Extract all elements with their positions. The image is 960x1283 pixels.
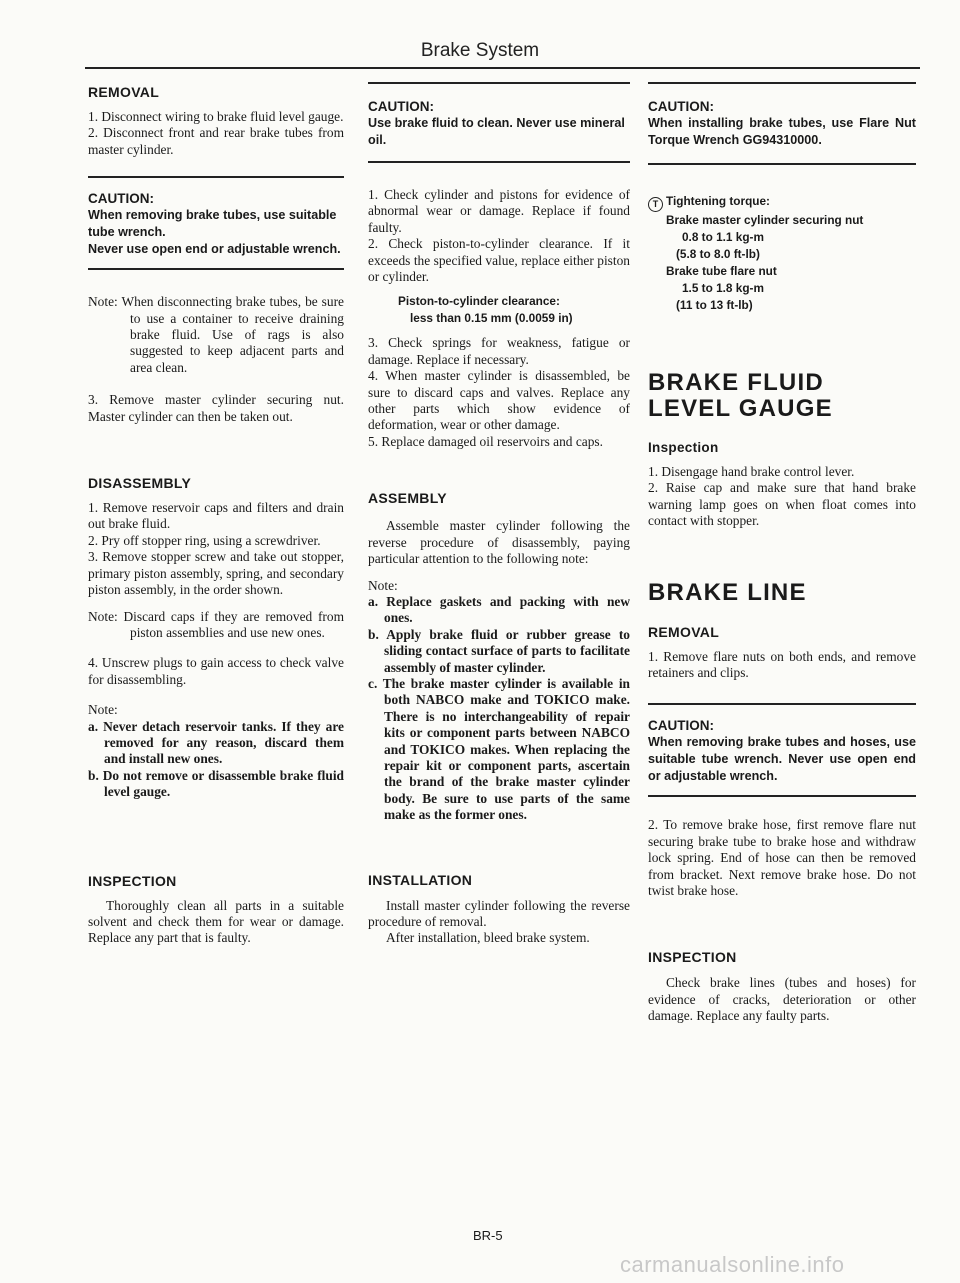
caution-title: CAUTION: (648, 718, 714, 734)
removal-step-2: 2. Disconnect front and rear brake tubes from master cylinder. (88, 125, 344, 157)
check-step-1: 1. Check cylinder and pistons for evidence of abnormal wear or damage. Replace if found faulty. (368, 187, 630, 235)
installation-heading: INSTALLATION (368, 871, 473, 888)
torque-item-name: Brake tube flare nut (666, 264, 777, 278)
line-removal-step-2: 2. To remove brake hose, first remove flare nut securing brake tube to brake hose and withdraw lock spring. End of hose can then be removed from bracket. Next remove brake hose. Do not twist brake hose. (648, 817, 916, 899)
torque-icon: T (648, 197, 663, 212)
disassembly-step-2: 2. Pry off stopper ring, using a screwdriver. (88, 532, 321, 548)
removal-step-3: 3. Remove master cylinder securing nut. Master cylinder can then be taken out. (88, 392, 344, 424)
torque-item-imperial: (5.8 to 8.0 ft-lb) (676, 247, 760, 261)
installation-text-1: Install master cylinder following the reverse procedure of removal. (368, 897, 630, 929)
removal-heading: REMOVAL (88, 84, 160, 100)
installation-text-2: After installation, bleed brake system. (386, 930, 590, 946)
check-step-3: 3. Check springs for weakness, fatigue or damage. Replace if necessary. (368, 335, 630, 367)
caution-line-1: When removing brake tubes, use suitable tube wrench. (88, 208, 337, 240)
disassembly-note: Note: Discard caps if they are removed from piston assemblies and use new ones. (88, 608, 344, 640)
assembly-text: Assemble master cylinder following the reverse procedure of disassembly, paying particular attention to the following note: (368, 518, 630, 567)
caution-text: Use brake fluid to clean. Never use mineral oil. (368, 116, 625, 147)
assembly-note-c: c. The brake master cylinder is available in both NABCO make and TOKICO make. There is no interchangeability of repair kits or component parts between NABCO and TOKICO makes. When replacing the repair kit or component parts, ascertain the brand of the brake master cylinder body. Be sure to use parts of the same make as the former ones. (368, 675, 630, 823)
section-heading-fluid-gauge (648, 370, 916, 422)
check-step-2: 2. Check piston-to-cylinder clearance. If it exceeds the specified value, replace either piston or cylinder. (368, 236, 630, 285)
torque-item-metric: 1.5 to 1.8 kg-m (682, 281, 764, 295)
line-removal-step-1: 1. Remove flare nuts on both ends, and remove retainers and clips. (648, 648, 916, 681)
check-step-4: 4. When master cylinder is disassembled, be sure to discard caps and valves. Replace any other parts which show evidence of deformation, wear or other damage. (368, 368, 630, 433)
caution-box-clean (368, 82, 630, 163)
caution-box-install (648, 82, 916, 165)
column-2 (368, 82, 630, 947)
disassembly-step-1: 1. Remove reservoir caps and filters and drain out brake fluid. (88, 500, 344, 532)
torque-item-imperial: (11 to 13 ft-lb) (676, 298, 753, 312)
assembly-heading: ASSEMBLY (368, 490, 447, 507)
removal-note: Note: When disconnecting brake tubes, be sure to use a container to receive draining brake fluid. Use of rags is also suggested to keep adjacent parts and area clean. (88, 294, 344, 375)
disassembly-note-label: Note: (88, 702, 118, 718)
disassembly-step-3: 3. Remove stopper screw and take out stopper, primary piston assembly, spring, and secondary piston assembly, in the order shown. (88, 549, 344, 598)
torque-item-name: Brake master cylinder securing nut (666, 213, 864, 227)
caution-title: CAUTION: (88, 191, 154, 207)
torque-item-metric: 0.8 to 1.1 kg-m (682, 230, 764, 244)
column-3 (648, 82, 916, 1025)
caution-text: When removing brake tubes and hoses, use suitable tube wrench. Never use open end or adjustable wrench. (648, 735, 916, 784)
clearance-label: Piston-to-cylinder clearance: (398, 294, 560, 309)
assembly-note-b: b. Apply brake fluid or rubber grease to sliding contact surface of parts to facilitate assembly of master cylinder. (368, 626, 630, 675)
disassembly-heading: DISASSEMBLY (88, 475, 192, 492)
disassembly-step-4: 4. Unscrew plugs to gain access to check valve for disassembling. (88, 655, 344, 687)
gauge-step-1: 1. Disengage hand brake control lever. (648, 464, 855, 479)
page-header-title: Brake System (420, 40, 540, 61)
line-inspection-text: Check brake lines (tubes and hoses) for evidence of cracks, deterioration or other damage. Replace any faulty parts. (648, 975, 916, 1024)
torque-spec (648, 193, 916, 314)
caution-box-hoses (648, 703, 916, 797)
page-number: BR-5 (473, 1228, 503, 1243)
disassembly-note-b: b. Do not remove or disassemble brake fluid level gauge. (88, 767, 344, 800)
clearance-spec (368, 293, 630, 327)
gauge-heading-line-1: BRAKE FLUID (648, 369, 824, 396)
clearance-value: less than 0.15 mm (0.0059 in) (410, 311, 573, 326)
check-step-5: 5. Replace damaged oil reservoirs and caps. (368, 433, 603, 449)
assembly-note-a: a. Replace gaskets and packing with new ones. (368, 593, 630, 626)
disassembly-note-a: a. Never detach reservoir tanks. If they are removed for any reason, discard them and install new ones. (88, 718, 344, 767)
caution-title: CAUTION: (368, 99, 434, 114)
caution-line-2: Never use open end or adjustable wrench. (88, 242, 341, 257)
gauge-step-2: 2. Raise cap and make sure that hand brake warning lamp goes on when float comes into contact with stopper. (648, 480, 916, 529)
assembly-note-label: Note: (368, 577, 398, 593)
gauge-inspection-heading: Inspection (648, 440, 719, 455)
brake-line-heading: BRAKE LINE (648, 578, 807, 606)
caution-title: CAUTION: (648, 99, 714, 114)
line-removal-heading: REMOVAL (648, 623, 720, 640)
inspection-heading: INSPECTION (88, 872, 177, 889)
torque-label: Tightening torque: (666, 194, 770, 208)
caution-text: When installing brake tubes, use Flare Nut Torque Wrench GG94310000. (648, 116, 916, 147)
inspection-text: Thoroughly clean all parts in a suitable solvent and check them for wear or damage. Replace any part that is faulty. (88, 897, 344, 946)
header-rule (85, 67, 920, 69)
column-1 (88, 82, 344, 947)
removal-step-1: 1. Disconnect wiring to brake fluid level gauge. (88, 109, 344, 124)
gauge-heading-line-2: LEVEL GAUGE (648, 395, 833, 422)
watermark: carmanualsonline.info (620, 1252, 845, 1277)
line-inspection-heading: INSPECTION (648, 949, 737, 966)
caution-box (88, 176, 344, 270)
